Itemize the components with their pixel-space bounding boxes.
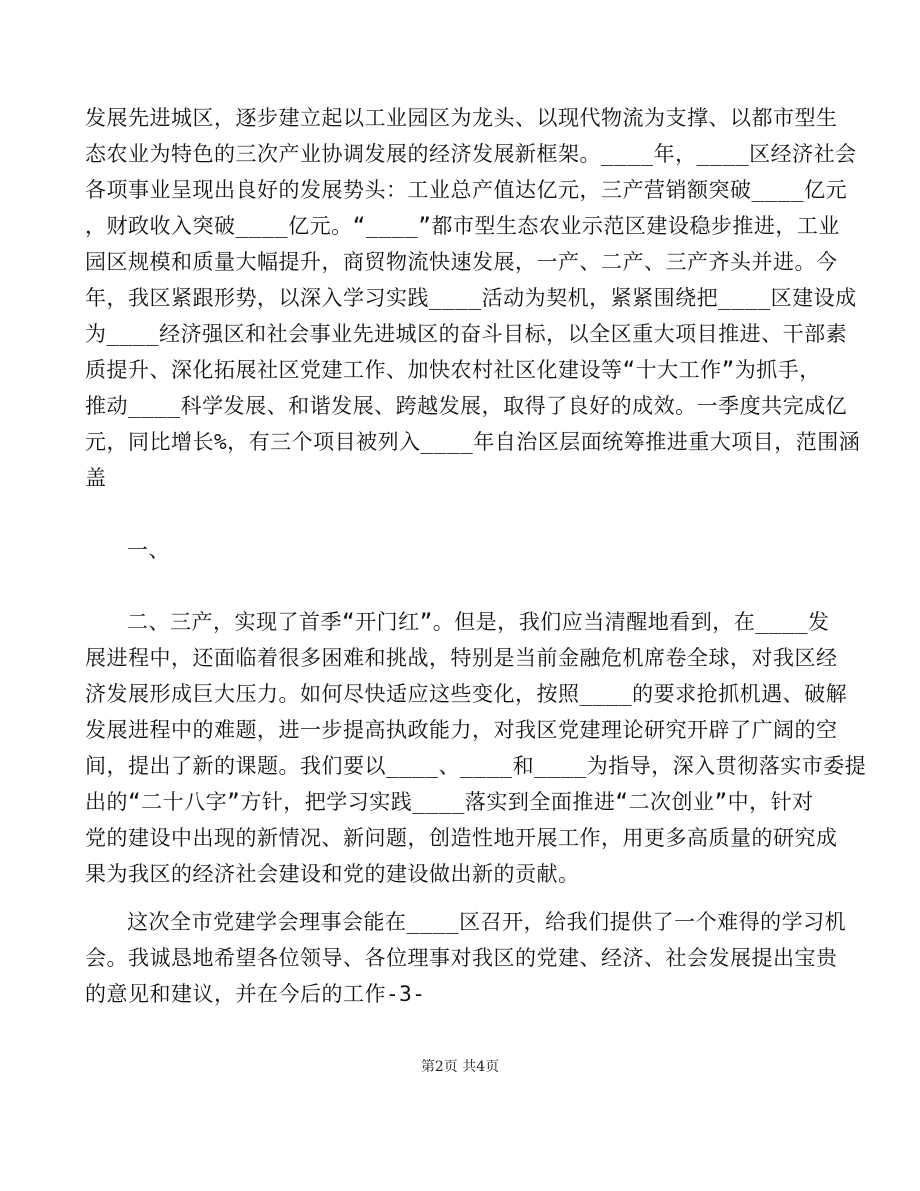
text-line: 展进程中，还面临着很多困难和挑战，特别是当前金融危机席卷全球，对我区经 — [85, 646, 838, 670]
paragraph-gap — [85, 568, 835, 604]
text-line: 会。我诚恳地希望各位领导、各位理事对我区的党建、经济、社会发展提出宝贵 — [85, 946, 838, 970]
text-line: 为____经济强区和社会事业先进城区的奋斗目标，以全区重大项目推进、干部素 — [85, 322, 848, 346]
text-line: 年，我区紧跟形势，以深入学习实践____活动为契机，紧紧围绕把____区建设成 — [85, 286, 857, 310]
text-line: 质提升、深化拓展社区党建工作、加快农村社区化建设等“十大工作”为抓手， — [85, 358, 821, 382]
text-line: 推动____科学发展、和谐发展、跨越发展，取得了良好的成效。一季度共完成亿 — [85, 394, 848, 418]
text-line: 园区规模和质量大幅提升，商贸物流快速发展，一产、二产、三产齐头并进。今 — [85, 250, 838, 274]
document-body — [85, 100, 867, 1012]
text-line: 盖 — [85, 466, 107, 490]
text-line: ，财政收入突破____亿元。“____”都市型生态农业示范区建设稳步推进，工业 — [85, 214, 840, 238]
text-line: 果为我区的经济社会建设和党的建设做出新的贡献。 — [85, 862, 580, 886]
text-line: 元，同比增长%，有三个项目被列入____年自治区层面统筹推进重大项目，范围涵 — [85, 430, 861, 454]
text-line: 党的建设中出现的新情况、新问题，创造性地开展工作，用更多高质量的研究成 — [85, 826, 838, 850]
text-line: 济发展形成巨大压力。如何尽快适应这些变化，按照____的要求抢抓机遇、破解 — [85, 682, 848, 706]
section-heading: 一、 — [127, 538, 170, 562]
paragraph-gap — [85, 892, 835, 904]
paragraph-gap — [85, 496, 835, 532]
text-line: 这次全市党建学会理事会能在____区召开，给我们提供了一个难得的学习机 — [127, 910, 847, 934]
text-line: 发展进程中的难题，进一步提高执政能力，对我区党建理论研究开辟了广阔的空 — [85, 718, 838, 742]
text-line: 的意见和建议，并在今后的工作-3- — [85, 982, 426, 1006]
text-line: 出的“二十八字”方针，把学习实践____落实到全面推进“二次创业”中，针对 — [85, 790, 814, 814]
text-line: 间，提出了新的课题。我们要以____、____和____为指导，深入贯彻落实市委提 — [85, 754, 867, 778]
text-line: 发展先进城区，逐步建立起以工业园区为龙头、以现代物流为支撑、以都市型生 — [85, 106, 838, 130]
text-line: 态农业为特色的三次产业协调发展的经济发展新框架。____年，____区经济社会 — [85, 142, 857, 166]
page-number-footer: 第2页 共4页 — [420, 1059, 500, 1075]
text-line: 各项事业呈现出良好的发展势头：工业总产值达亿元，三产营销额突破____亿元 — [85, 178, 848, 202]
text-line: 二、三产，实现了首季“开门红”。但是，我们应当清醒地看到，在____发 — [127, 610, 830, 634]
